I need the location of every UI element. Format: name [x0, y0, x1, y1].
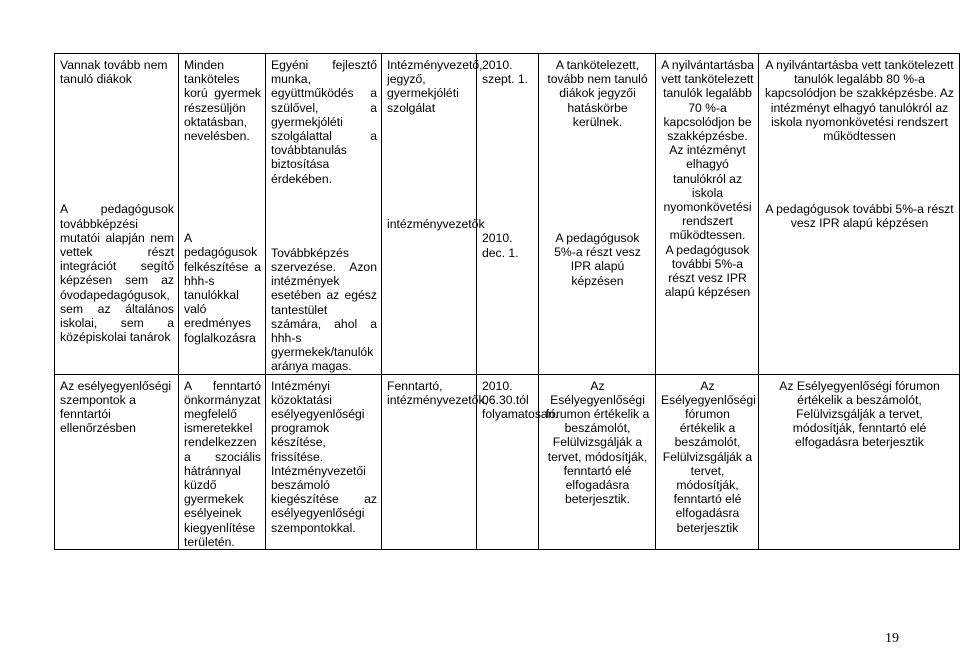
task-text: Egyéni fejlesztő munka, együttműködés a szülővel, a gyermekjóléti szolgálattal a továbbtanulás biztosítása érdekében.	[271, 58, 377, 186]
responsible-text: Fenntartó, intézményvezetők,	[387, 378, 488, 407]
indicator-text: A nyilvántartásba vett tankötelezett tanulók legalább 70 %-a kapcsolódjon be szakképzésbe. Az intézményt elhagyó tanulókról az iskola nyomonkövetési rendszert működtessen.	[661, 58, 754, 243]
table-cell	[759, 54, 960, 375]
responsible-text: intézményvezetők	[387, 216, 485, 231]
table-cell	[656, 374, 759, 549]
goal-text: Minden tanköteles korú gyermek részesüljön oktatásban, nevelésben.	[184, 58, 261, 144]
indicator-text: A pedagógusok további 5%-a részt vesz IPR alapú képzésen	[664, 242, 751, 300]
table-cell	[179, 54, 266, 375]
table-cell	[179, 374, 266, 549]
table-cell	[656, 54, 759, 375]
indicator-text: Az Esélyegyenlőségi fórumon értékelik a beszámolót, Felülvizsgálják a tervet, módosítják, fenntartó elé elfogadásra beterjesztik.	[545, 378, 650, 507]
indicator-text: Az Esélyegyenlőségi fórumon értékelik a beszámolót, Felülvizsgálják a tervet, módosítják, fenntartó elé elfogadásra beterjesztik	[779, 378, 940, 450]
goal-text: A pedagógusok felkészítése a hhh-s tanulókkal való eredményes foglalkozásra	[184, 231, 261, 345]
table-cell	[55, 54, 179, 375]
deadline-text: 2010. 06.30.tól folyamatosan.	[482, 378, 558, 422]
responsible-text: Intézményvezető, jegyző, gyermekjóléti szolgálat	[387, 58, 483, 115]
indicator-text: A pedagógusok további 5%-a részt vesz IPR alapú képzésen	[765, 202, 954, 231]
table-cell	[266, 374, 382, 549]
page-number: 19	[885, 631, 899, 646]
indicator-text: A nyilvántartásba vett tankötelezett tanulók legalább 80 %-a kapcsolódjon be szakképzésbe. Az intézményt elhagyó tanulókról az iskola nyomonkövetési rendszert működtessen	[764, 58, 955, 144]
table-cell	[539, 374, 656, 549]
problem-text: Az esélyegyenlőségi szempontok a fenntartói ellenőrzésben	[60, 378, 172, 436]
table-cell	[382, 374, 488, 549]
task-text: Intézményi közoktatási esélyegyenlőségi programok készítése, frissítése.	[271, 378, 365, 464]
problem-text: Vannak tovább nem tanuló diákok	[60, 58, 168, 87]
table-cell	[477, 54, 539, 375]
table-cell	[266, 54, 382, 375]
deadline-text: 2010. dec. 1.	[482, 231, 519, 260]
deadline-text: 2010. szept. 1.	[482, 58, 529, 87]
table-cell	[539, 54, 656, 375]
table-row	[55, 54, 960, 375]
table-row	[55, 374, 960, 549]
action-plan-table	[54, 53, 960, 550]
task-text: Intézményvezetői beszámoló kiegészítése az esélyegyenlőségi szempontokkal.	[271, 463, 377, 535]
table-cell	[477, 374, 558, 549]
problem-text: A pedagógusok továbbképzési mutatói alapján nem vettek részt integrációt segítő képzésen sem az óvodapedagógusok, sem az általános iskolai, sem a középiskolai tanárok	[60, 202, 174, 345]
table-cell	[55, 374, 179, 549]
table-cell	[382, 54, 485, 375]
task-text: Továbbképzés szervezése. Azon intézmények esetében az egész tantestület számára, ahol a hhh-s gyermekek/tanulók aránya magas.	[271, 245, 377, 374]
indicator-text: A tankötelezett, tovább nem tanuló diákok jegyzői hatáskörbe kerülnek.	[547, 58, 648, 129]
indicator-text: A pedagógusok 5%-a részt vesz IPR alapú képzésen	[554, 231, 641, 288]
table-cell	[759, 374, 960, 549]
goal-text: A fenntartó önkormányzat megfelelő ismeretekkel rendelkezzen a szociális hátránnyal küzdő gyermekek esélyeinek kiegyenlítése területén.	[184, 378, 261, 549]
indicator-text: Az Esélyegyenlőségi fórumon értékelik a beszámolót, Felülvizsgálják a tervet, módosítják, fenntartó elé elfogadásra beterjesztik	[661, 378, 756, 535]
